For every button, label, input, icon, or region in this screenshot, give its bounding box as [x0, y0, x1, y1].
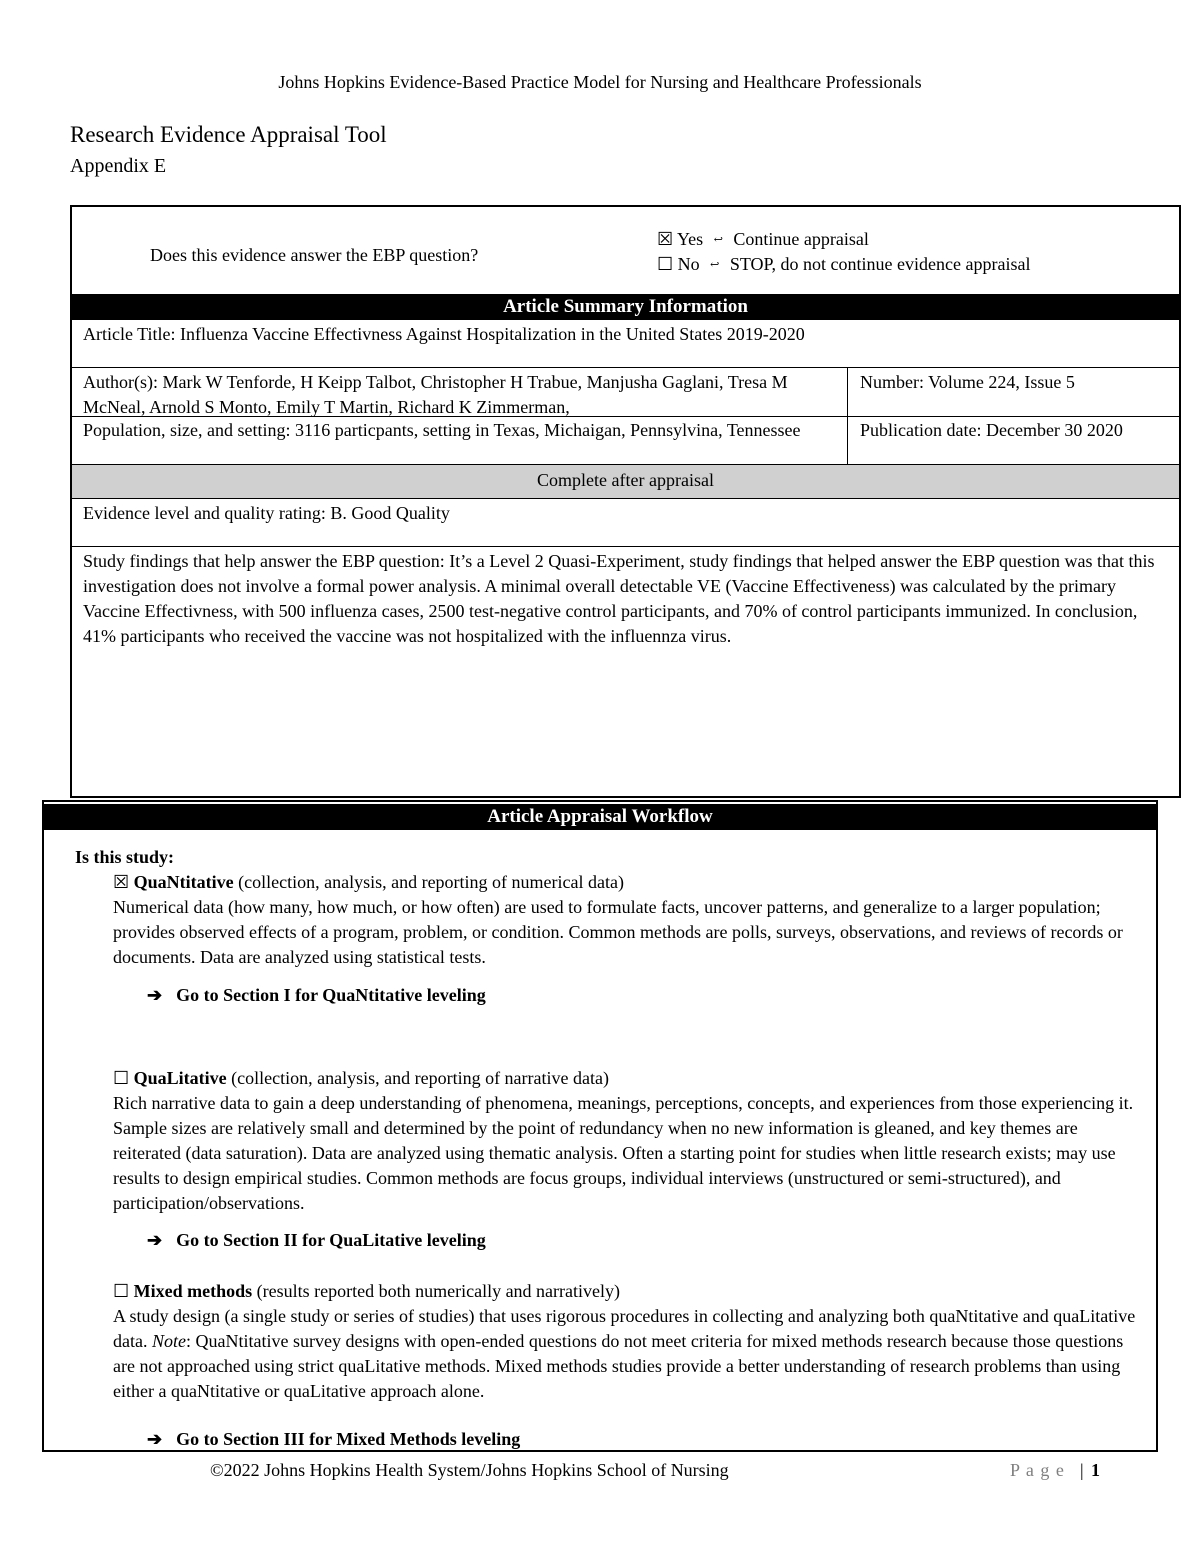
qualitative-name: QuaLitative — [133, 1068, 227, 1088]
mixed-desc: (results reported both numerically and narratively) — [252, 1281, 621, 1301]
mixed-checkbox[interactable]: ☐ — [113, 1281, 130, 1301]
no-option[interactable] — [657, 252, 1030, 278]
footer-copyright: ©2022 Johns Hopkins Health System/Johns Hopkins School of Nursing — [210, 1460, 729, 1480]
quantitative-name: QuaNtitative — [133, 872, 234, 892]
yes-checkbox[interactable]: ☒ — [657, 229, 674, 249]
no-action: STOP, do not continue evidence appraisal — [729, 254, 1031, 274]
document-header: Johns Hopkins Evidence-Based Practice Model for Nursing and Healthcare Professionals — [278, 72, 922, 92]
ebp-question: Does this evidence answer the EBP question? — [150, 245, 479, 265]
population: Population, size, and setting: 3116 particpants, setting in Texas, Michaigan, Pennsylvina, Tennessee — [83, 420, 801, 440]
no-label: No — [677, 254, 700, 274]
appendix-label: Appendix E — [70, 155, 167, 177]
mixed-body-a: A study design (a single study or series of studies) that uses rigorous procedures in collecting and analyzing both quaNtitative and quaLitative data. — [113, 1306, 1136, 1351]
quantitative-go[interactable] — [147, 985, 486, 1006]
mixed-go-label: Go to Section III for Mixed Methods leveling — [176, 1429, 521, 1449]
quantitative-desc: (collection, analysis, and reporting of numerical data) — [233, 872, 624, 892]
quantitative-checkbox[interactable]: ☒ — [113, 872, 130, 892]
page-label: P a g e — [1010, 1460, 1065, 1480]
article-title: Article Title: Influenza Vaccine Effectivness Against Hospitalization in the United States 2019-2020 — [83, 324, 805, 344]
right-arrow-icon: ➔ — [147, 1230, 163, 1250]
right-arrow-icon: ➔ — [147, 985, 163, 1005]
study-findings: Study findings that help answer the EBP question: It’s a Level 2 Quasi-Experiment, study findings that helped answer the EBP question was that this investigation does not involve a formal power analysis. A minimal overall detectable VE (Vaccine Effectiveness) was calculated by the primary Vaccine Effectivness, with 500 influenza cases, 2500 test-negative control participants, and 70% of control participants immunized. In conclusion, 41% participants who received the vaccine was not hospitalized with the influennza virus. — [83, 551, 1155, 646]
mixed-go[interactable] — [147, 1429, 520, 1450]
mixed-body — [113, 1304, 1143, 1404]
no-checkbox[interactable]: ☐ — [657, 254, 674, 274]
quantitative-body: Numerical data (how many, how much, or how often) are used to formulate facts, uncover patterns, and generalize to a larger population; provides observed effects of a program, problem, or condition. Common methods are polls, surveys, observations, and reviews of records or documents. Data are analyzed using statistical tests. — [113, 897, 1123, 967]
return-arrow-icon: ↩ — [713, 234, 723, 247]
qualitative-option[interactable] — [113, 1066, 1143, 1091]
evidence-level: Evidence level and quality rating: B. Good Quality — [83, 503, 450, 523]
page-separator: | — [1080, 1460, 1084, 1480]
mixed-option[interactable] — [113, 1279, 1143, 1304]
workflow-heading: Article Appraisal Workflow — [44, 804, 1156, 830]
quantitative-option[interactable] — [113, 870, 1143, 895]
yes-action: Continue appraisal — [733, 229, 869, 249]
page-number: 1 — [1091, 1460, 1100, 1480]
mixed-name: Mixed methods — [133, 1281, 253, 1301]
return-arrow-icon: ↩ — [710, 259, 720, 272]
summary-box — [70, 205, 1181, 798]
qualitative-go-label: Go to Section II for QuaLitative leveling — [176, 1230, 486, 1250]
right-arrow-icon: ➔ — [147, 1429, 163, 1449]
publication-date: Publication date: December 30 2020 — [860, 420, 1123, 440]
yes-option[interactable] — [657, 227, 869, 253]
mixed-body-b: : QuaNtitative survey designs with open-ended questions do not meet criteria for mixed methods research because those questions are not approached using strict quaLitative methods. Mixed methods studies provide a better understanding of research problems than using either a quaNtitative or quaLitative approach alone. — [113, 1331, 1124, 1401]
mixed-note: Note — [151, 1331, 186, 1351]
qualitative-body: Rich narrative data to gain a deep understanding of phenomena, meanings, perceptions, concepts, and experiences from those experiencing it. Sample sizes are relatively small and determined by the point of redundancy when no new information is gleaned, and key themes are reiterated (data saturation). Data are analyzed using thematic analysis. Often a starting point for studies when little research exists; may use results to design empirical studies. Common methods are focus groups, individual interviews (unstructured or semi-structured), and participation/observations. — [113, 1093, 1134, 1213]
issue-number: Number: Volume 224, Issue 5 — [860, 372, 1075, 392]
is-this-study: Is this study: — [75, 847, 175, 867]
authors: Author(s): Mark W Tenforde, H Keipp Talbot, Christopher H Trabue, Manjusha Gaglani, Tresa M McNeal, Arnold S Monto, Emily T Martin, Richard K Zimmerman, — [83, 372, 788, 416]
qualitative-desc: (collection, analysis, and reporting of narrative data) — [226, 1068, 609, 1088]
yes-label: Yes — [676, 229, 704, 249]
complete-after-appraisal: Complete after appraisal — [72, 464, 1179, 499]
quantitative-go-label: Go to Section I for QuaNtitative leveling — [176, 985, 486, 1005]
summary-heading: Article Summary Information — [72, 294, 1179, 320]
qualitative-go[interactable] — [147, 1230, 486, 1251]
page-title: Research Evidence Appraisal Tool — [70, 122, 387, 147]
workflow-box — [42, 800, 1158, 1452]
qualitative-checkbox[interactable]: ☐ — [113, 1068, 130, 1088]
